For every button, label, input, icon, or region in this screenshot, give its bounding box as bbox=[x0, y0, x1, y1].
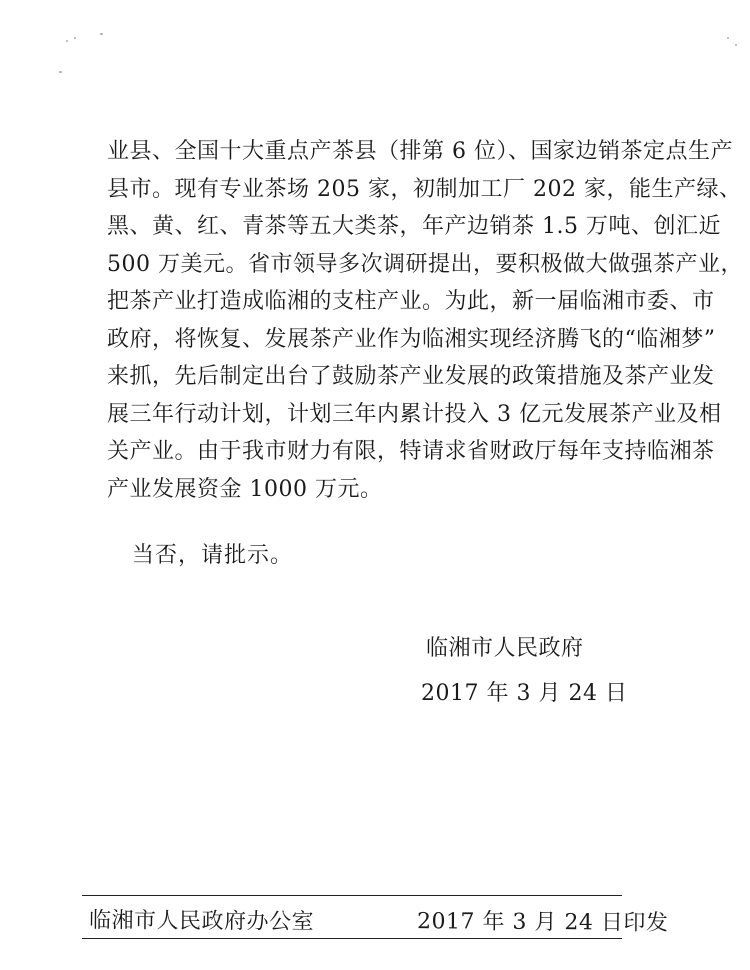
signature-date: 2017 年 3 月 24 日 bbox=[421, 681, 628, 706]
scan-speck bbox=[59, 71, 62, 73]
footer-issued-date: 2017 年 3 月 24 日印发 bbox=[416, 909, 669, 936]
scan-speck bbox=[66, 40, 68, 42]
letter-body bbox=[107, 133, 743, 508]
closing-request: 当否，请批示。 bbox=[132, 543, 294, 568]
body-line: 来抓，先后制定出台了鼓励茶产业发展的政策措施及茶产业发 bbox=[107, 364, 715, 389]
scan-speck bbox=[100, 33, 103, 35]
body-line: 展三年行动计划，计划三年内累计投入 3 亿元发展茶产业及相 bbox=[107, 401, 722, 427]
scan-speck bbox=[727, 37, 729, 39]
body-line: 500 万美元。省市领导多次调研提出，要积极做大做强茶产业， bbox=[107, 251, 743, 277]
scan-speck bbox=[74, 37, 76, 39]
signature-organization: 临湘市人民政府 bbox=[426, 636, 584, 661]
body-line: 业县、全国十大重点产茶县（排第 6 位）、国家边销茶定点生产 bbox=[107, 139, 733, 164]
footer-rule-top bbox=[82, 895, 622, 896]
body-line: 县市。现有专业茶场 205 家，初制加工厂 202 家，能生产绿、 bbox=[107, 176, 742, 202]
scan-speck bbox=[735, 44, 737, 46]
body-line: 黑、黄、红、青茶等五大类茶，年产边销茶 1.5 万吨、创汇近 bbox=[107, 214, 721, 239]
body-line: 关产业。由于我市财力有限，特请求省财政厅每年支持临湘茶 bbox=[107, 439, 715, 464]
body-line: 政府，将恢复、发展茶产业作为临湘实现经济腾飞的“临湘梦” bbox=[107, 326, 716, 352]
footer-issuer: 临湘市人民政府办公室 bbox=[88, 908, 315, 935]
body-line: 把茶产业打造成临湘的支柱产业。为此，新一届临湘市委、市 bbox=[107, 289, 715, 314]
body-line: 产业发展资金 1000 万元。 bbox=[107, 476, 383, 502]
footer-rule-bottom bbox=[82, 938, 622, 939]
